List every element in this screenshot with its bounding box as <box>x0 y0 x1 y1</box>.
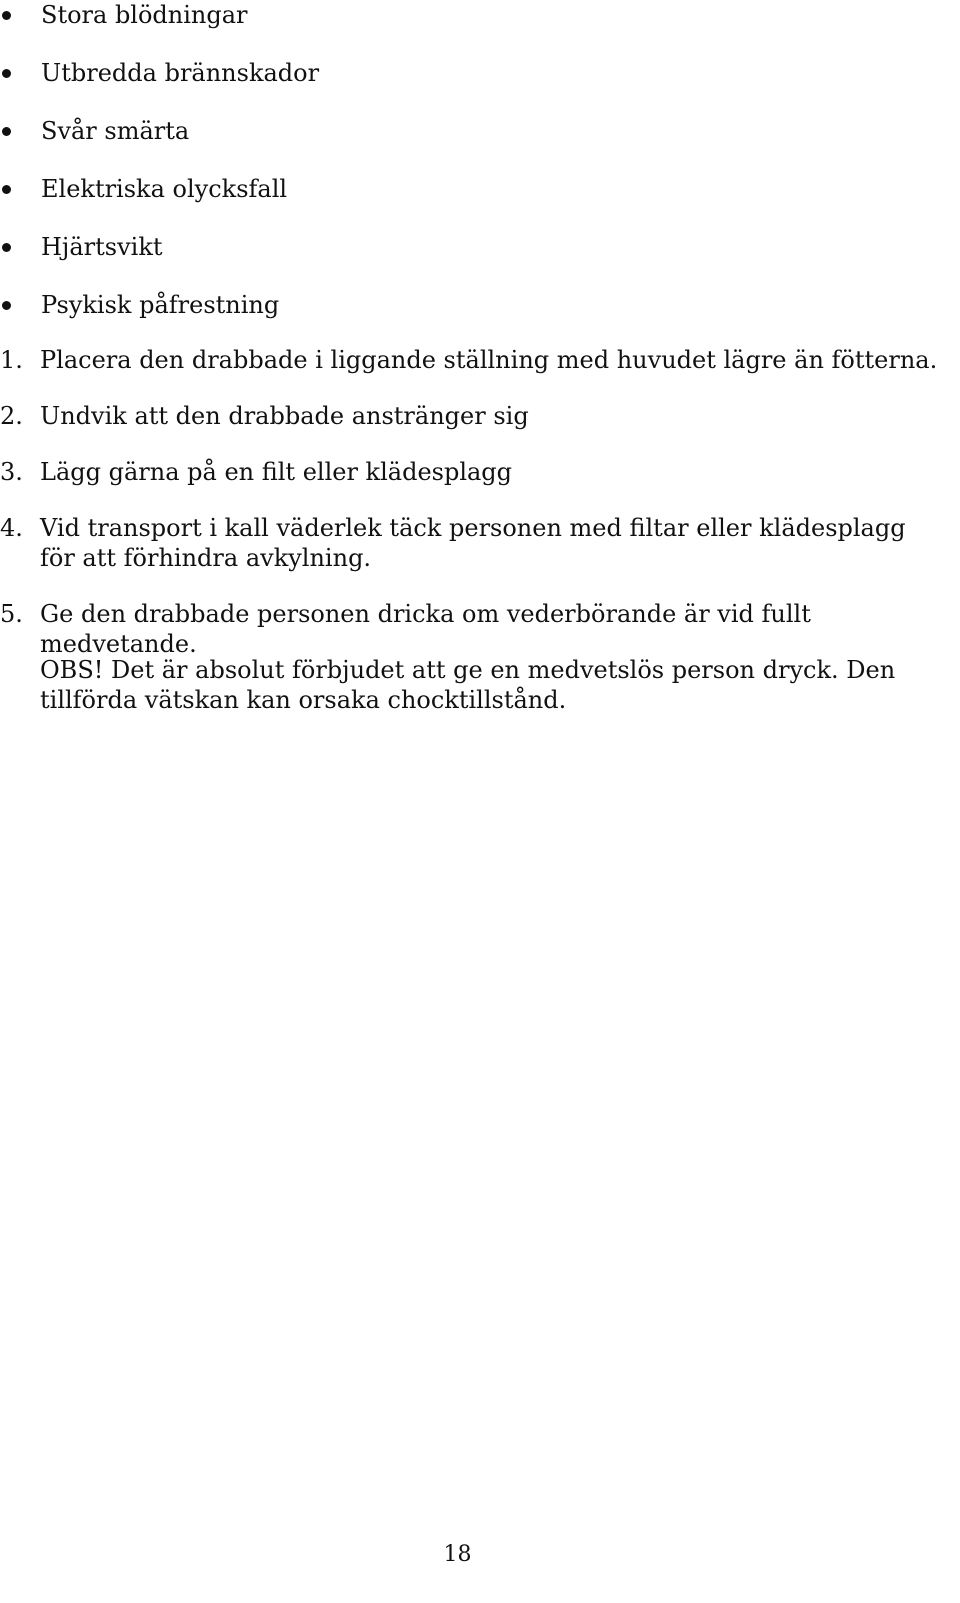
step-number: 4. <box>0 514 23 542</box>
step-number: 2. <box>0 402 23 430</box>
step-text: Undvik att den drabbade anstränger sig <box>40 402 529 430</box>
obs-warning-note: OBS! Det är absolut förbjudet att ge en medvetslös person dryck. Den tillförda vätskan kan orsaka chocktillstånd. <box>40 656 896 714</box>
list-item <box>0 0 900 58</box>
numbered-step <box>0 513 945 573</box>
bullet-text: Hjärtsvikt <box>41 233 163 261</box>
bullet-icon <box>2 127 11 136</box>
step-text: Lägg gärna på en filt eller klädesplagg <box>40 458 513 486</box>
bullet-text: Psykisk påfrestning <box>41 291 280 319</box>
step-number: 5. <box>0 600 23 628</box>
bullet-icon <box>2 69 11 78</box>
list-item <box>0 58 900 116</box>
step-text: Placera den drabbade i liggande ställning med huvudet lägre än fötterna. <box>40 346 938 374</box>
page-number: 18 <box>443 1542 472 1567</box>
step-text: Vid transport i kall väderlek täck personen med filtar eller klädesplagg för att förhindra avkylning. <box>40 514 906 572</box>
symptom-bullet-list <box>0 0 900 348</box>
bullet-icon <box>2 301 11 310</box>
bullet-icon <box>2 185 11 194</box>
numbered-step <box>0 599 945 659</box>
bullet-text: Svår smärta <box>41 117 190 145</box>
list-item <box>0 116 900 174</box>
step-number: 1. <box>0 346 23 374</box>
bullet-text: Stora blödningar <box>41 1 248 29</box>
list-item <box>0 290 900 348</box>
step-number: 3. <box>0 458 23 486</box>
list-item <box>0 232 900 290</box>
numbered-step <box>0 401 945 431</box>
step-text: Ge den drabbade personen dricka om vederbörande är vid fullt medvetande. <box>40 600 811 658</box>
bullet-icon <box>2 243 11 252</box>
bullet-icon <box>2 11 11 20</box>
bullet-text: Utbredda brännskador <box>41 59 320 87</box>
numbered-step <box>0 457 945 487</box>
numbered-step <box>0 345 945 375</box>
bullet-text: Elektriska olycksfall <box>41 175 288 203</box>
list-item <box>0 174 900 232</box>
